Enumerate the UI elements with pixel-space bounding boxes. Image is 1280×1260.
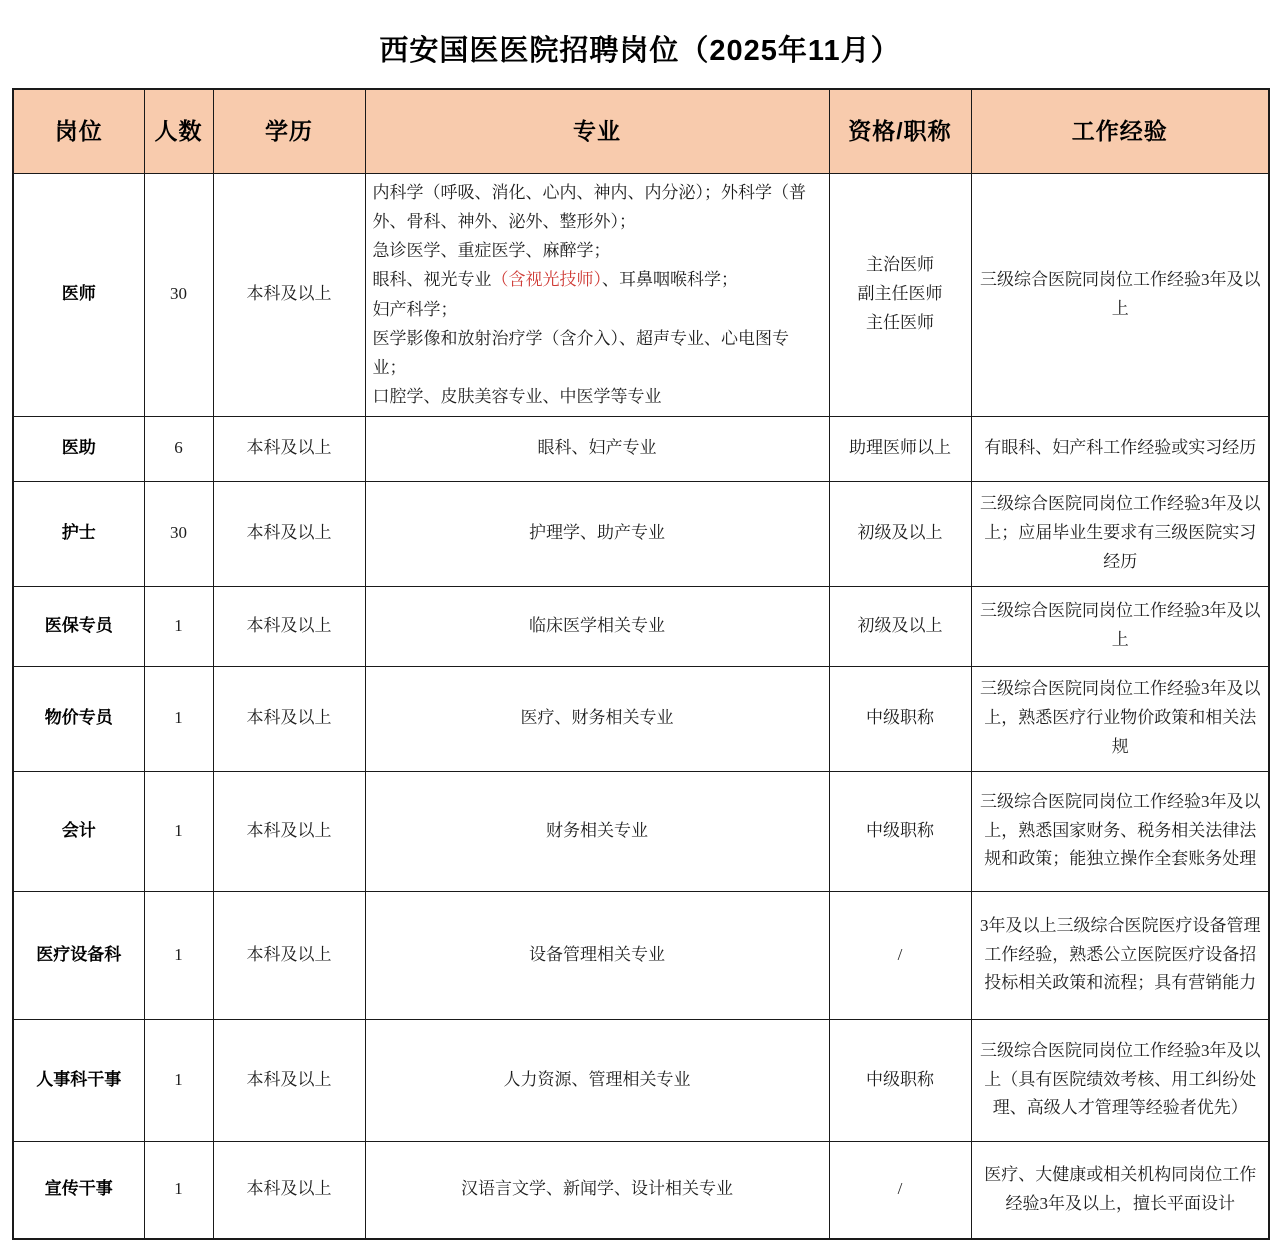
experience-cell: 三级综合医院同岗位工作经验3年及以上，熟悉国家财务、税务相关法律法规和政策；能独立操作全套账务处理 (971, 771, 1269, 891)
position-cell: 护士 (13, 481, 144, 586)
major-cell: 护理学、助产专业 (365, 481, 829, 586)
experience-cell: 三级综合医院同岗位工作经验3年及以上 (971, 173, 1269, 416)
header-qualification: 资格/职称 (829, 89, 971, 173)
major-cell: 财务相关专业 (365, 771, 829, 891)
table-row (13, 1019, 1269, 1141)
major-cell (365, 173, 829, 416)
count-cell: 1 (144, 666, 213, 771)
qualification-cell: 助理医师以上 (829, 416, 971, 481)
major-text: 内科学（呼吸、消化、心内、神内、内分泌）；外科学（普外、骨科、神外、泌外、整形外）； 急诊医学、重症医学、麻醉学； 眼科、视光专业 (372, 182, 806, 290)
qualification-cell: 中级职称 (829, 1019, 971, 1141)
education-cell: 本科及以上 (213, 416, 365, 481)
experience-cell: 3年及以上三级综合医院医疗设备管理工作经验，熟悉公立医院医疗设备招投标相关政策和流程；具有营销能力 (971, 891, 1269, 1019)
count-cell: 30 (144, 173, 213, 416)
position-cell: 人事科干事 (13, 1019, 144, 1141)
position-cell: 会计 (13, 771, 144, 891)
table-row (13, 481, 1269, 586)
header-position: 岗位 (13, 89, 144, 173)
qualification-cell: 初级及以上 (829, 481, 971, 586)
education-cell: 本科及以上 (213, 173, 365, 416)
table-row (13, 416, 1269, 481)
position-cell: 医师 (13, 173, 144, 416)
position-cell: 医疗设备科 (13, 891, 144, 1019)
education-cell: 本科及以上 (213, 586, 365, 666)
page-title: 西安国医医院招聘岗位（2025年11月） (379, 35, 901, 67)
major-cell: 人力资源、管理相关专业 (365, 1019, 829, 1141)
major-cell: 临床医学相关专业 (365, 586, 829, 666)
education-cell: 本科及以上 (213, 1019, 365, 1141)
education-cell: 本科及以上 (213, 891, 365, 1019)
position-cell: 医保专员 (13, 586, 144, 666)
qualification-cell: 主治医师 副主任医师 主任医师 (829, 173, 971, 416)
experience-cell: 三级综合医院同岗位工作经验3年及以上；应届毕业生要求有三级医院实习经历 (971, 481, 1269, 586)
major-cell: 汉语言文学、新闻学、设计相关专业 (365, 1141, 829, 1239)
table-row (13, 1141, 1269, 1239)
experience-cell: 三级综合医院同岗位工作经验3年及以上（具有医院绩效考核、用工纠纷处理、高级人才管理等经验者优先） (971, 1019, 1269, 1141)
count-cell: 1 (144, 1141, 213, 1239)
qualification-cell: / (829, 1141, 971, 1239)
header-count: 人数 (144, 89, 213, 173)
count-cell: 1 (144, 1019, 213, 1141)
qualification-cell: 中级职称 (829, 771, 971, 891)
experience-cell: 有眼科、妇产科工作经验或实习经历 (971, 416, 1269, 481)
position-cell: 医助 (13, 416, 144, 481)
education-cell: 本科及以上 (213, 1141, 365, 1239)
position-cell: 宣传干事 (13, 1141, 144, 1239)
count-cell: 1 (144, 771, 213, 891)
education-cell: 本科及以上 (213, 666, 365, 771)
experience-cell: 三级综合医院同岗位工作经验3年及以上 (971, 586, 1269, 666)
header-major: 专业 (365, 89, 829, 173)
major-cell: 眼科、妇产专业 (365, 416, 829, 481)
count-cell: 30 (144, 481, 213, 586)
experience-cell: 三级综合医院同岗位工作经验3年及以上，熟悉医疗行业物价政策和相关法规 (971, 666, 1269, 771)
count-cell: 1 (144, 891, 213, 1019)
table-row (13, 771, 1269, 891)
qualification-cell: 初级及以上 (829, 586, 971, 666)
table-row (13, 666, 1269, 771)
table-row (13, 586, 1269, 666)
header-experience: 工作经验 (971, 89, 1269, 173)
major-cell: 医疗、财务相关专业 (365, 666, 829, 771)
table-row (13, 891, 1269, 1019)
count-cell: 1 (144, 586, 213, 666)
recruitment-table (12, 88, 1270, 1240)
header-education: 学历 (213, 89, 365, 173)
table-header-row (13, 89, 1269, 173)
education-cell: 本科及以上 (213, 481, 365, 586)
qualification-cell: 中级职称 (829, 666, 971, 771)
position-cell: 物价专员 (13, 666, 144, 771)
count-cell: 6 (144, 416, 213, 481)
major-cell: 设备管理相关专业 (365, 891, 829, 1019)
qualification-cell: / (829, 891, 971, 1019)
experience-cell: 医疗、大健康或相关机构同岗位工作经验3年及以上，擅长平面设计 (971, 1141, 1269, 1239)
major-red-highlight: （含视光技师） (491, 270, 602, 290)
table-row (13, 173, 1269, 416)
major-text: 、耳鼻咽喉科学； 妇产科学； 医学影像和放射治疗学（含介入）、超声专业、心电图专业； 口腔学、皮肤美容专业、中医学等专业 (372, 270, 789, 407)
education-cell: 本科及以上 (213, 771, 365, 891)
